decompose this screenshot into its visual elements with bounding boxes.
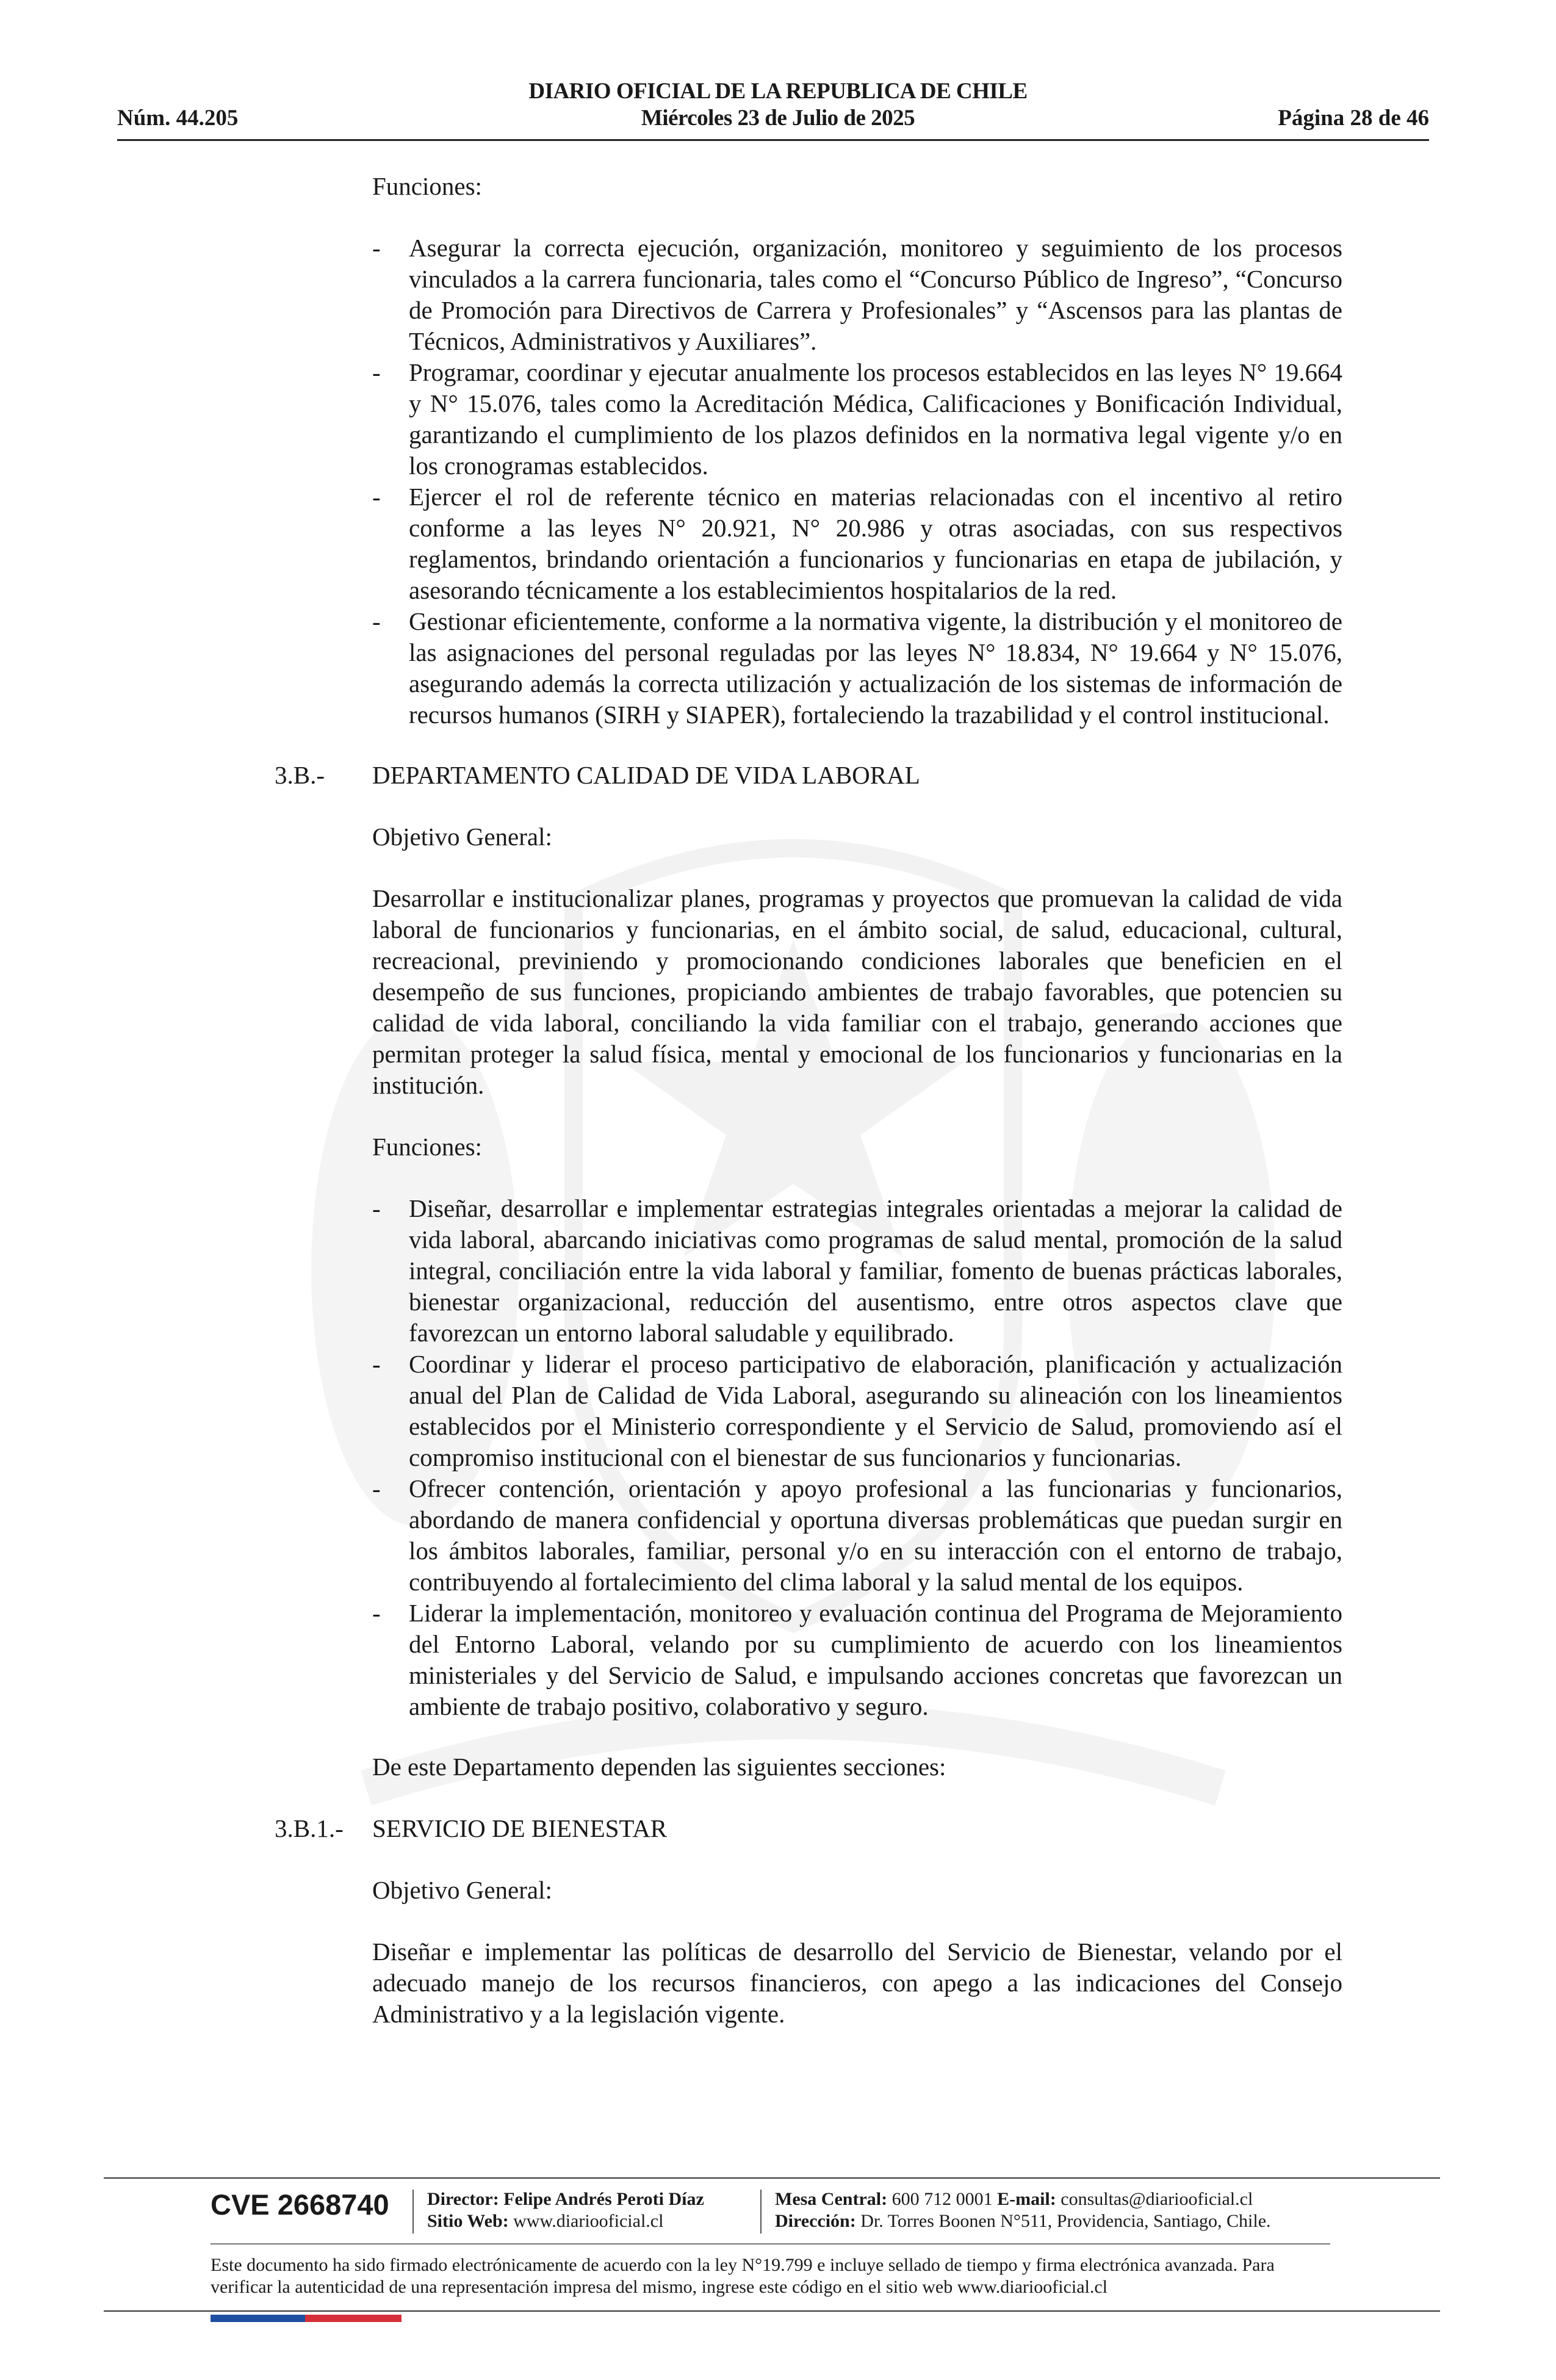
functions-label: Funciones:	[372, 1133, 482, 1161]
page-number: Página 28 de 46	[1278, 106, 1429, 131]
document-body	[275, 171, 1342, 2030]
objective-paragraph: Desarrollar e institucionalizar planes, programas y proyectos que promuevan la calidad de vida laboral de funcionarios y funcionarias, en el ámbito social, de salud, educacional, cultural, recreacional, previniendo y promocionando condiciones laborales que beneficien en el desempeño de sus funciones, propiciando ambientes de trabajo favorables, que potencien su calidad de vida laboral, conciliando la vida familiar con el trabajo, generando acciones que permitan proteger la salud física, mental y emocional de los funcionarios y funcionarias en la institución.	[372, 884, 1342, 1099]
objective-label: Objetivo General:	[372, 1876, 552, 1904]
objective-paragraph: Diseñar e implementar las políticas de desarrollo del Servicio de Bienestar, velando por el adecuado manejo de los recursos financieros, con apego a las indicaciones del Consejo Administrativo y a la legislación vigente.	[372, 1938, 1342, 2028]
list-item: - Coordinar y liderar el proceso participativo de elaboración, planificación y actualización anual del Plan de Calidad de Vida Laboral, asegurando su alineación con los lineamientos establecidos por el Ministerio correspondiente y el Servicio de Salud, promoviendo así el compromiso institucional con el bienestar de sus funcionarios y funcionarias.	[372, 1350, 1342, 1471]
objective-label: Objetivo General:	[372, 823, 552, 851]
section-title: DEPARTAMENTO CALIDAD DE VIDA LABORAL	[372, 761, 920, 789]
dash-bullet: -	[372, 1599, 381, 1627]
footer-divider	[104, 2177, 1440, 2179]
section-title: SERVICIO DE BIENESTAR	[372, 1814, 668, 1842]
footer-divider	[211, 2243, 1330, 2245]
list-item: - Ejercer el rol de referente técnico en materias relacionadas con el incentivo al retiro conforme a las leyes N° 20.921, N° 20.986 y otras asociadas, con sus respectivos reglamentos, brindando orientación a funcionarios y funcionarias en etapa de jubilación, y asesorando técnicamente a los establecimientos hospitalarios de la red.	[372, 483, 1342, 604]
publication-title: DIARIO OFICIAL DE LA REPUBLICA DE CHILE	[528, 79, 1028, 104]
dash-bullet: -	[372, 1194, 381, 1222]
dash-bullet: -	[372, 1350, 381, 1378]
footer-separator	[760, 2190, 762, 2234]
legal-note: Este documento ha sido firmado electrónicamente de acuerdo con la ley N°19.799 e incluye sellado de tiempo y firma electrónica avanzada. Para verificar la autenticidad de una representación impresa del mismo, ingrese este código en el sitio web www.diariooficial.cl	[211, 2255, 1275, 2297]
dash-bullet: -	[372, 483, 381, 511]
section-heading	[275, 1813, 1342, 1844]
dash-bullet: -	[372, 1474, 381, 1502]
footer-contact-block: Mesa Central: 600 712 0001 E-mail: consultas@diariooficial.cl Dirección: Dr. Torres Boonen N°511, Providencia, Santiago, Chile.	[775, 2189, 1271, 2231]
publication-date: Miércoles 23 de Julio de 2025	[641, 106, 915, 131]
footer-separator	[412, 2190, 414, 2234]
footer-director-block: Director: Felipe Andrés Peroti Díaz Sitio Web: www.diariooficial.cl	[427, 2189, 704, 2231]
section-number: 3.B.1.-	[275, 1814, 344, 1842]
dash-bullet: -	[372, 358, 381, 386]
footer-divider	[104, 2310, 1440, 2312]
website-link[interactable]: www.diariooficial.cl	[513, 2211, 664, 2231]
list-item: - Diseñar, desarrollar e implementar estrategias integrales orientadas a mejorar la calidad de vida laboral, abarcando iniciativas como programas de salud mental, promoción de la salud integral, conciliación entre la vida laboral y familiar, fomento de buenas prácticas laborales, bienestar organizacional, reducción del ausentismo, entre otros aspectos clave que favorezcan un entorno laboral saludable y equilibrado.	[372, 1194, 1342, 1347]
list-item: - Ofrecer contención, orientación y apoyo profesional a las funcionarias y funcionarios, abordando de manera confidencial y oportuna diversas problemáticas que puedan surgir en los ámbitos laborales, familiar, personal y/o en su interacción con el entorno de trabajo, contribuyendo al fortalecimiento del clima laboral y la salud mental de los equipos.	[372, 1474, 1342, 1596]
flag-stripe-blue	[211, 2315, 305, 2322]
dash-bullet: -	[372, 234, 381, 262]
phone-number: 600 712 0001	[891, 2189, 993, 2209]
list-item: - Asegurar la correcta ejecución, organización, monitoreo y seguimiento de los procesos vinculados a la carrera funcionaria, tales como el “Concurso Público de Ingreso”, “Concurso de Promoción para Directivos de Carrera y Profesionales” y “Ascensos para las plantas de Técnicos, Administrativos y Auxiliares”.	[372, 234, 1342, 355]
functions-label: Funciones:	[372, 172, 482, 200]
cve-code: CVE 2668740	[211, 2188, 389, 2221]
functions-list	[372, 233, 1342, 730]
dash-bullet: -	[372, 607, 381, 635]
header-divider	[117, 139, 1429, 141]
section-number: 3.B.-	[275, 761, 325, 789]
list-item: - Liderar la implementación, monitoreo y evaluación continua del Programa de Mejoramiento del Entorno Laboral, velando por su cumplimiento de acuerdo con los lineamientos ministeriales y del Servicio de Salud, e impulsando acciones concretas que favorezcan un ambiente de trabajo positivo, colaborativo y seguro.	[372, 1599, 1342, 1720]
section-heading	[275, 760, 1342, 791]
list-item: - Programar, coordinar y ejecutar anualmente los procesos establecidos en las leyes N° 19.664 y N° 15.076, tales como la Acreditación Médica, Calificaciones y Bonificación Individual, garantizando el cumplimiento de los plazos definidos en la normativa legal vigente y/o en los cronogramas establecidos.	[372, 358, 1342, 480]
functions-list	[372, 1193, 1342, 1722]
list-item: - Gestionar eficientemente, conforme a la normativa vigente, la distribución y el monitoreo de las asignaciones del personal reguladas por las leyes N° 18.834, N° 19.664 y N° 15.076, asegurando además la correcta utilización y actualización de los sistemas de información de recursos humanos (SIRH y SIAPER), fortaleciendo la trazabilidad y el control institucional.	[372, 607, 1342, 729]
email-link[interactable]: consultas@diariooficial.cl	[1061, 2189, 1253, 2209]
issue-number: Núm. 44.205	[117, 106, 239, 131]
flag-stripe-red	[305, 2315, 402, 2322]
address: Dr. Torres Boonen N°511, Providencia, Santiago, Chile.	[860, 2211, 1271, 2231]
dependencies-text: De este Departamento dependen las siguientes secciones:	[372, 1753, 946, 1781]
director-name: Felipe Andrés Peroti Díaz	[503, 2189, 704, 2209]
